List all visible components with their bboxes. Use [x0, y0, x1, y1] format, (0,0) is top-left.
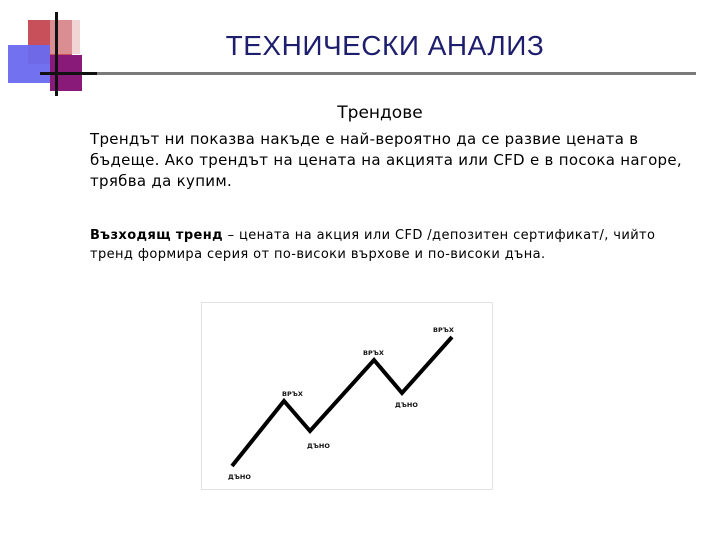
label-peak-2: ВРЪХ [363, 349, 384, 357]
paragraph-intro: Трендът ни показва накъде е най-вероятно да се развие цената в бъдеще. Ако трендът на цената на акцията или CFD е в посока нагоре, трябва да купим. [90, 130, 682, 190]
uptrend-line [232, 337, 452, 466]
label-bottom-2: ДЪНО [307, 442, 330, 450]
slide-title: ТЕХНИЧЕСКИ АНАЛИЗ [225, 30, 545, 61]
slide-subtitle: Трендове [337, 103, 423, 123]
decor-horizontal-line-gray [97, 72, 696, 75]
decor-vertical-line [55, 12, 58, 96]
label-bottom-1: ДЪНО [228, 473, 251, 481]
label-peak-1: ВРЪХ [282, 390, 303, 398]
label-bottom-3: ДЪНО [395, 401, 418, 409]
decor-square-blue [8, 45, 50, 83]
uptrend-diagram [202, 303, 492, 489]
paragraph-uptrend [90, 226, 690, 264]
uptrend-term: Възходящ тренд [90, 228, 224, 243]
uptrend-definition: – цената на акция или CFD /депозитен сертификат/, чийто тренд формира серия от по-високи върхове и по-високи дъна. [90, 228, 656, 262]
uptrend-diagram-svg [202, 303, 492, 489]
label-peak-3: ВРЪХ [433, 326, 454, 334]
